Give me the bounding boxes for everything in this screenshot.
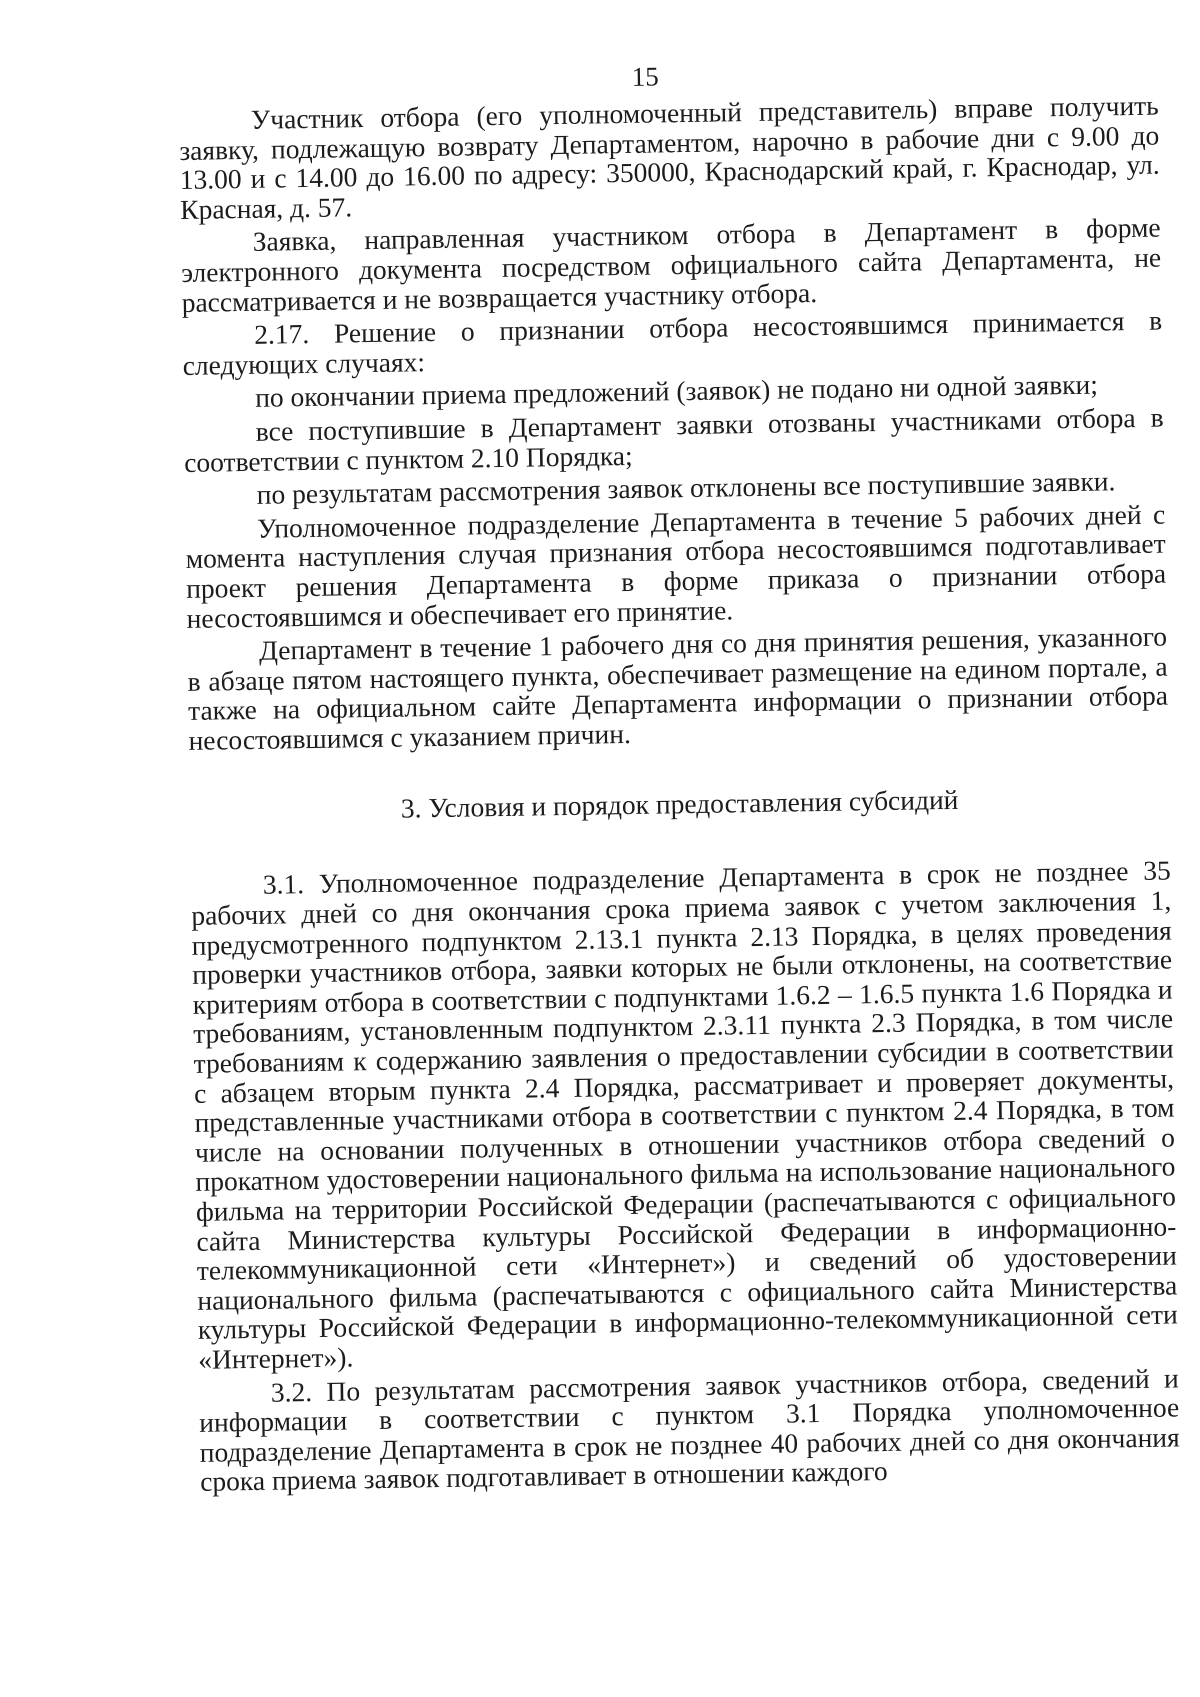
- section-heading: 3. Условия и порядок предоставления субсидий: [400, 784, 959, 825]
- list-item-applications-withdrawn: все поступившие в Департамент заявки отозваны участниками отбора в соответствии с пунктом 2.10 Порядка;: [183, 401, 1164, 478]
- document-body: [178, 53, 1180, 1497]
- paragraph-2-17: 2.17. Решение о признании отбора несостоявшимся принимается в следующих случаях:: [182, 304, 1163, 381]
- list-item-no-applications: по окончании приема предложений (заявок) не подано ни одной заявки;: [254, 368, 1099, 414]
- page-number: 15: [631, 61, 659, 92]
- paragraph-3-1: 3.1. Уполномоченное подразделение Департамента в срок не позднее 35 рабочих дней со дня окончания срока приема заявок с учетом заключения 1, предусмотренного подпунктом 2.13.1 пункта 2.13 Порядка, в целях проведения проверки участников отбора, заявки которых не были отклонены, на соответствие критериям отбора в соответствии с подпунктами 1.6.2 – 1.6.5 пункта 1.6 Порядка и требованиям, установленным подпунктом 2.3.11 пункта 2.3 Порядка, в том числе требованиям к содержанию заявления о предоставлении субсидии в соответствии с абзацем вторым пункта 2.4 Порядка, рассматривает и проверяет документы, представленные участниками отбора в соответствии с пунктом 2.4 Порядка, в том числе на основании полученных в отношении участников отбора сведений о прокатном удостоверении национального фильма на использование национального фильма на территории Российской Федерации (распечатываются с официального сайта Министерства культуры Российской Федерации в информационно-телекоммуникационной сети «Интернет») и сведений об удостоверении национального фильма (распечатываются с официального сайта Министерства культуры Российской Федерации в информационно-телекоммуникационной сети «Интернет»).: [191, 854, 1178, 1375]
- paragraph-electronic-application: Заявка, направленная участником отбора в Департамент в форме электронного документа посредством официального сайта Департамента, не рассматривается и не возвращается участнику отбора.: [180, 211, 1162, 318]
- paragraph-publication: Департамент в течение 1 рабочего дня со дня принятия решения, указанного в абзаце пятом настоящего пункта, обеспечивает размещение на едином портале, а также на официальном сайте Департамента информации о признании отбора несостоявшимся с указанием причин.: [187, 620, 1169, 756]
- paragraph-decision-preparation: Уполномоченное подразделение Департамента в течение 5 рабочих дней с момента наступления случая признания отбора несостоявшимся подготавливает проект решения Департамента в форме приказа о признании отбора несостоявшимся и обеспечивает его принятие.: [185, 498, 1167, 634]
- paragraph-3-2: 3.2. По результатам рассмотрения заявок участников отбора, сведений и информации в соответствии с пунктом 3.1 Порядка уполномоченное подразделение Департамента в срок не позднее 40 рабочих дней со дня окончания срока приема заявок подготавливает в отношении каждого: [199, 1362, 1180, 1498]
- paragraph-return-of-application: Участник отбора (его уполномоченный представитель) вправе получить заявку, подлежащую возврату Департаментом, нарочно в рабочие дни с 9.00 до 13.00 и с 14.00 до 16.00 по адресу: 350000, Краснодарский край, г. Краснодар, ул. Красная, д. 57.: [179, 89, 1160, 225]
- list-item-applications-rejected: по результатам рассмотрения заявок отклонены все поступившие заявки.: [256, 465, 1116, 510]
